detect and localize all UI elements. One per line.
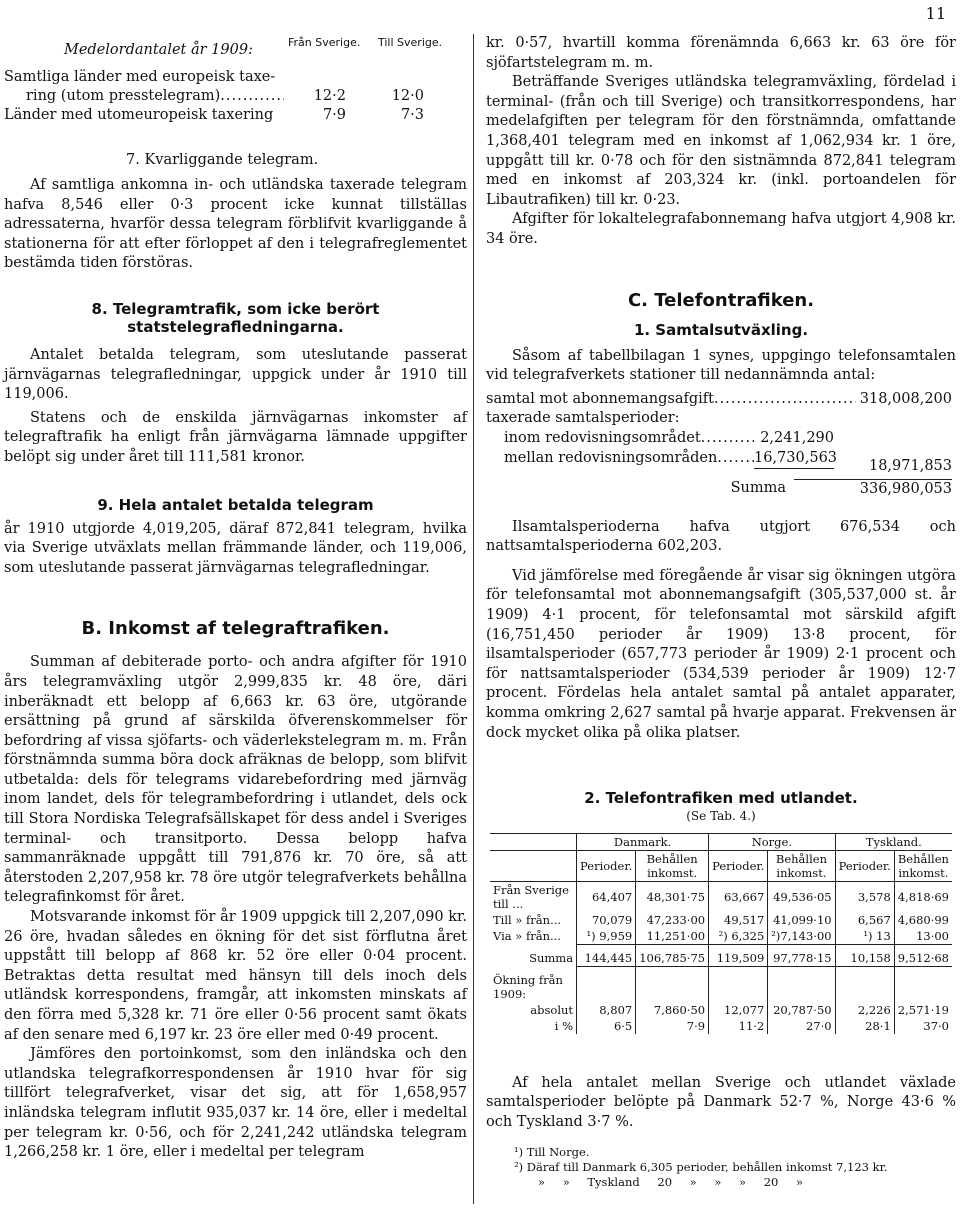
medel-row-label: Samtliga länder med europeisk taxe- xyxy=(4,69,276,85)
calls-abon-value: 318,008,200 xyxy=(859,390,952,407)
sec1-intro: Såsom af tabellbilagan 1 synes, uppgingo telefonsamtalen vid telegrafverkets stationer till nedannämnda antal: xyxy=(486,347,956,384)
footnote: ¹) Till Norge. xyxy=(514,1144,590,1159)
medel-row xyxy=(4,87,467,106)
calls-inom-label: inom redovisningsområdet xyxy=(504,429,701,446)
table-cell xyxy=(894,967,952,1002)
page-number: 11 xyxy=(925,4,946,23)
sec9-text: år 1910 utgjorde 4,019,205, däraf 872,841 telegram, hvilka via Sverige utväxlats mellan främmande länder, och 119,006, som uteslutande passerat järnvägarnas telegrafledningar. xyxy=(4,520,467,576)
table-cell: 8,807 xyxy=(577,1002,636,1018)
table-row xyxy=(490,967,952,1002)
medel-header xyxy=(4,0,467,58)
calls-mellan-label: mellan redovisningsområden xyxy=(504,449,718,466)
sub-header: Perioder. xyxy=(835,851,894,882)
table-cell: 9,512·68 xyxy=(894,945,952,967)
calls-abon-label: samtal mot abonnemangsafgift xyxy=(486,390,714,407)
sec7-text: Af samtliga ankomna in- och utländska taxerade telegram hafva 8,546 eller 0·3 procent icke kunnat tillställas adressaterna, hvarför dessa telegram förblifvit kvarliggande å stationerna för att efter förloppet af den i telegrafreglementet bestämda tiden förstöras. xyxy=(4,177,467,272)
table-cell: 20,787·50 xyxy=(768,1002,835,1018)
medel-row xyxy=(4,106,467,125)
sec7-title xyxy=(4,151,467,170)
table-row xyxy=(490,1002,952,1018)
table-cell: 106,785·75 xyxy=(636,945,709,967)
table-corner xyxy=(490,834,577,851)
table-cell xyxy=(835,967,894,1002)
p-cont1: kr. 0·57, hvartill komma förenämnda 6,663 kr. 63 öre för sjöfartstelegram m. m. xyxy=(486,35,956,71)
sub-header: Behållen inkomst. xyxy=(636,851,709,882)
table-corner xyxy=(490,851,577,882)
calls-summa-label: Summa xyxy=(730,480,786,497)
p-jamf: Vid jämförelse med föregående år visar sig ökningen utgöra för telefonsamtal mot abonnemangsafgift (305,537,000 st. år 1909) 4·1 procent, för telefonsamtal mot särskild afgift (16,751,450 perioder år 1909) 13·8 procent, för ilsamtalsperioder (657,773 perioder år 1909) 2·1 procent och för nattsamtalsperioder (534,539 perioder år 1909) 12·7 procent. Fördelas hela antalet samtal på antalet apparater, komma omkring 2,627 samtal på hvarje apparat. Frekvensen är dock mycket olika på olika platser. xyxy=(486,567,956,741)
table-cell: 63,667 xyxy=(709,882,768,913)
row-label: Från Sverige till ... xyxy=(493,883,569,912)
calls-summa-value: 336,980,053 xyxy=(794,479,952,500)
table-cell: 27·0 xyxy=(768,1018,835,1034)
calls-abon-row xyxy=(486,390,956,410)
calls-mellan-row xyxy=(486,449,956,474)
sec2-title: 2. Telefontrafiken med utlandet. xyxy=(584,789,858,808)
medel-row-v2: 7·3 xyxy=(400,107,424,123)
medel-row-label: Länder med utomeuropeisk taxering xyxy=(4,107,274,123)
calls-list xyxy=(486,390,956,500)
row-label: i % xyxy=(554,1018,574,1033)
table-cell: 7·9 xyxy=(636,1018,709,1034)
p-cont3: Afgifter för lokaltelegrafabonnemang hafva utgjort 4,908 kr. 34 öre. xyxy=(486,211,956,247)
table-cell: 47,233·00 xyxy=(636,912,709,928)
sub-header: Behållen inkomst. xyxy=(768,851,835,882)
calls-taxerade-label: taxerade samtalsperioder: xyxy=(486,410,680,427)
table-cell: 13·00 xyxy=(894,928,952,945)
row-label: Till » från... xyxy=(493,913,562,928)
table-row xyxy=(490,928,952,945)
right-column xyxy=(486,0,956,1190)
table-cell: ¹) 9,959 xyxy=(577,928,636,945)
calls-inom-row xyxy=(486,429,956,449)
medel-row-v1: 12·2 xyxy=(313,88,346,104)
sub-header: Perioder. xyxy=(577,851,636,882)
column-divider xyxy=(473,34,474,1204)
table-row xyxy=(490,945,952,967)
secB-p3: Jämföres den portoinkomst, som den inländska och den utlandska telegrafkorrespondensen år 1910 hvar för sig tillfört telegrafverket, visar det sig, att för 1,658,957 inländska telegram influtit 935,037 kr. 14 öre, eller i medeltal per telegram kr. 0·56, och för 2,241,242 utländska telegram 1,266,258 kr. 1 öre, eller i medeltal per telegram xyxy=(4,1046,467,1161)
calls-mellan-value: 16,730,563 xyxy=(754,449,834,470)
table-cell: 6·5 xyxy=(577,1018,636,1034)
table-cell: 64,407 xyxy=(577,882,636,913)
table-cell: ¹) 13 xyxy=(835,928,894,945)
medel-row-label: ring (utom presstelegram) xyxy=(26,88,221,104)
left-column xyxy=(4,0,467,1163)
table-cell: 4,818·69 xyxy=(894,882,952,913)
table-row xyxy=(490,882,952,913)
medel-col2: Till Sverige. xyxy=(378,36,443,49)
table-cell: 70,079 xyxy=(577,912,636,928)
table-cell: 7,860·50 xyxy=(636,1002,709,1018)
medel-row-v2: 12·0 xyxy=(391,88,424,104)
table-row xyxy=(490,1018,952,1034)
sub-header: Behållen inkomst. xyxy=(894,851,952,882)
table-cell: 48,301·75 xyxy=(636,882,709,913)
table-cell: 2,571·19 xyxy=(894,1002,952,1018)
secB-title: B. Inkomst af telegraftrafiken. xyxy=(81,618,390,640)
table-cell xyxy=(577,967,636,1002)
telefon-table xyxy=(490,833,952,1034)
row-label: Summa xyxy=(529,951,574,966)
table-cell: 37·0 xyxy=(894,1018,952,1034)
country-header: Norge. xyxy=(709,834,836,851)
calls-inom-value: 2,241,290 xyxy=(760,429,834,446)
table-cell: 3,578 xyxy=(835,882,894,913)
table-cell: ²)7,143·00 xyxy=(768,928,835,945)
footnote: ²) Däraf till Danmark 6,305 perioder, behållen inkomst 7,123 kr. xyxy=(514,1159,888,1174)
secB-p1: Summan af debiterade porto- och andra afgifter för 1910 års telegramväxling utgör 2,999,835 kr. 48 öre, däri inberäknadt ett belopp af 6,663 kr. 63 öre, utgörande ersättning på grund af särskilda öfverenskommelser för befordring af vissa sjöfarts- och väderlekstelegram m. m. Från förstnämnda summa böra dock afräknas de belopp, som blifvit utbetalda: dels för telegrams vidarebefordring med järnväg inom landet, dels för telegrambefordring i utlandet, dels ock till Stora Nordiska Telegrafsällskapet för dess andel i Sveriges terminal- och transitporto. Dessa belopp hafva sammanräknade uppgått till 791,876 kr. 70 öre, så att återstoden 2,207,958 kr. 78 öre utgör telegrafverkets behållna telegrafinkomst för året. xyxy=(4,654,467,906)
medel-title: Medelordantalet år 1909: xyxy=(64,42,253,58)
sec9-title: 9. Hela antalet betalda telegram xyxy=(97,495,374,514)
sec2-sub: (Se Tab. 4.) xyxy=(686,809,756,824)
table-cell: 144,445 xyxy=(577,945,636,967)
sub-header: Perioder. xyxy=(709,851,768,882)
table-cell: 12,077 xyxy=(709,1002,768,1018)
p-cont2: Beträffande Sveriges utländska telegramväxling, fördelad i terminal- (från och till Sverige) och transitkorrespondens, har medelafgiften per telegram för den förstnämnda, omfattande 1,368,401 telegram med en inkomst af 1,062,934 kr. 1 öre, uppgått till kr. 0·78 och för den sistnämnda 872,841 telegram med en inkomst af 203,324 kr. (inkl. portoandelen för Libautrafiken) till kr. 0·23. xyxy=(486,74,956,208)
medel-col1: Från Sverige. xyxy=(288,36,361,49)
table-cell xyxy=(636,967,709,1002)
sec7-title-text: 7. Kvarliggande telegram. xyxy=(126,152,319,168)
table-cell: 10,158 xyxy=(835,945,894,967)
table-cell: 97,778·15 xyxy=(768,945,835,967)
table-cell: ²) 6,325 xyxy=(709,928,768,945)
secB-p2: Motsvarande inkomst för år 1909 uppgick till 2,207,090 kr. 26 öre, hvadan således en ökning för det sist förflutna året uppstått till belopp af 868 kr. 52 öre eller 0·04 procent. Betraktas detta resultat med hänsyn till dels inoch dels utländsk korrespondens, framgår, att inkomsten minskats af den förra med 5,328 kr. 71 öre eller 0·56 procent samt ökats af den senare med 6,197 kr. 23 öre eller med 0·49 procent. xyxy=(4,909,467,1043)
table-body xyxy=(490,882,952,1034)
calls-sub-total: 18,971,853 xyxy=(868,457,952,474)
footnote: » » Tyskland 20 » » » 20 » xyxy=(538,1174,804,1189)
row-label: absolut xyxy=(530,1002,574,1017)
calls-summa-row xyxy=(486,479,956,500)
table-cell: 28·1 xyxy=(835,1018,894,1034)
sec8-p1: Antalet betalda telegram, som uteslutande passerat järnvägarnas telegrafledningar, uppgick under år 1910 till 119,006. xyxy=(4,346,467,403)
footnotes xyxy=(486,1145,956,1190)
row-label: Ökning från 1909: xyxy=(493,972,563,1001)
table-cell: 119,509 xyxy=(709,945,768,967)
table-row xyxy=(490,912,952,928)
table-cell: 2,226 xyxy=(835,1002,894,1018)
sec8-title: 8. Telegramtrafik, som icke berört statstelegrafledningarna. xyxy=(91,299,380,336)
p-ilsamtal: Ilsamtalsperioderna hafva utgjort 676,534 och nattsamtalsperioderna 602,203. xyxy=(486,518,956,555)
medel-row xyxy=(4,68,467,87)
sec1-title: 1. Samtalsutväxling. xyxy=(633,320,809,339)
table-cell: 4,680·99 xyxy=(894,912,952,928)
secC-title: C. Telefontrafiken. xyxy=(627,289,815,311)
table-cell xyxy=(709,967,768,1002)
table-cell: 11,251·00 xyxy=(636,928,709,945)
table-cell: 49,517 xyxy=(709,912,768,928)
table-cell xyxy=(768,967,835,1002)
p-final: Af hela antalet mellan Sverige och utlandet växlade samtalsperioder belöpte på Danmark 52·7 %, Norge 43·6 % och Tyskland 3·7 %. xyxy=(486,1074,956,1130)
country-header: Tyskland. xyxy=(835,834,952,851)
table-cell: 11·2 xyxy=(709,1018,768,1034)
row-label: Via » från... xyxy=(493,929,561,944)
table-cell: 41,099·10 xyxy=(768,912,835,928)
table-cell: 6,567 xyxy=(835,912,894,928)
country-header: Danmark. xyxy=(577,834,709,851)
medel-row-v1: 7·9 xyxy=(322,107,346,123)
table-cell: 49,536·05 xyxy=(768,882,835,913)
sec8-p2: Statens och de enskilda järnvägarnas inkomster af telegraftrafik ha enligt från järnvägarna lämnade uppgifter belöpt sig under året till 111,581 kronor. xyxy=(4,409,467,465)
